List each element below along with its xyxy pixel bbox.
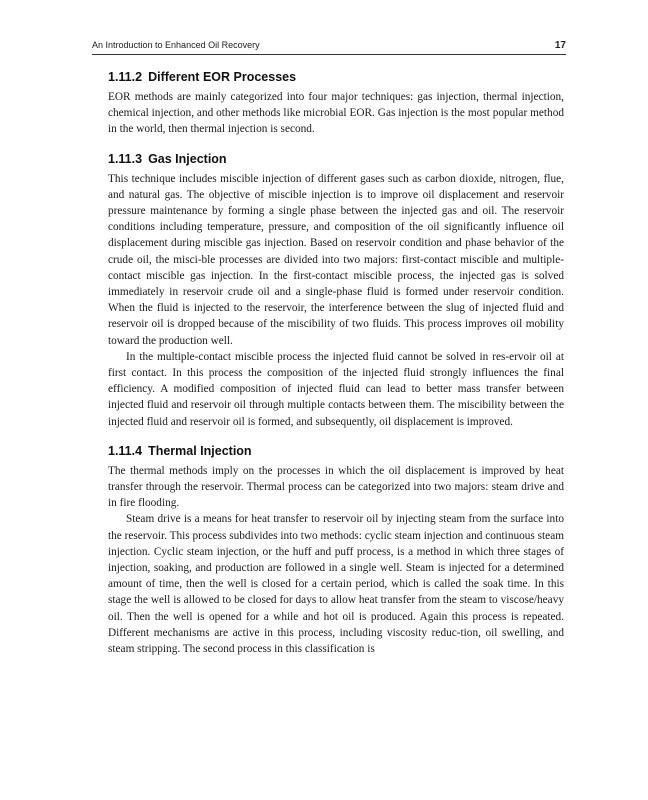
paragraph: In the multiple-contact miscible process the injected fluid cannot be solved in res-ervoir oil at first contact. In this process the composition of the injected fluid strongly influences the final efficiency. A modified composition of injected fluid can lead to better mass transfer between injected fluid and reservoir oil through multiple contacts between them. The miscibility between the injected fluid and reservoir oil is formed, and subsequently, oil displacement is improved. — [108, 350, 564, 428]
paragraph: The thermal methods imply on the processes in which the oil displacement is improved by heat transfer through the reservoir. Thermal process can be categorized into two majors: steam drive and in fire flooding. — [108, 464, 564, 510]
running-title: An Introduction to Enhanced Oil Recovery — [92, 40, 260, 50]
paragraph: Steam drive is a means for heat transfer to reservoir oil by injecting steam from the surface into the reservoir. This process subdivides into two methods: cyclic steam injection and continuous steam injection. Cyclic steam injection, or the huff and puff process, is a method in which three stages of injection, soaking, and production are followed in a single well. Steam is injected for a determined amount of time, then the well is closed for a certain period, which is called the soak time. In this stage the well is allowed to be closed for days to allow heat transfer from the steam to viscose/heavy oil. Then the well is opened for a while and hot oil is produced. Again this process is repeated. Different mechanisms are active in this process, including viscosity reduc-tion, oil swelling, and steam stripping. The second process in this classification is — [108, 513, 564, 656]
header-rule — [92, 54, 566, 55]
body-text — [108, 68, 564, 657]
section-heading-different-eor-processes — [108, 68, 564, 86]
section-number: 1.11.4 — [108, 443, 143, 458]
section-title: Different EOR Processes — [148, 70, 297, 84]
section-heading-thermal-injection — [108, 442, 564, 460]
page-number: 17 — [554, 40, 566, 51]
section-number: 1.11.2 — [108, 70, 143, 84]
section-title: Gas Injection — [148, 151, 227, 166]
paragraph: This technique includes miscible injection of different gases such as carbon dioxide, nitrogen, flue, and natural gas. The objective of miscible injection is to improve oil displacement and reservoir pressure maintenance by forming a single phase between the injected gas and oil. The reservoir conditions including temperature, pressure, and composition of the oil significantly influence oil displacement during miscible gas injection. Based on reservoir condition and phase behavior of the crude oil, the misci-ble processes are divided into two majors: first-contact miscible and multiple-contact miscible gas injection. In the first-contact miscible process, the injected gas is solved immediately in reservoir crude oil and a single-phase fluid is formed under reservoir condition. When the fluid is injected to the reservoir, the interference between the slug of injected fluid and reservoir oil is dropped because of the miscibility of two fluids. This process improves oil mobility toward the production well. — [108, 172, 564, 347]
section-title: Thermal Injection — [148, 443, 252, 458]
section-heading-gas-injection — [108, 150, 564, 168]
paragraph: EOR methods are mainly categorized into four major techniques: gas injection, thermal injection, chemical injection, and other methods like microbial EOR. Gas injection is the most popular method in the world, then thermal injection is second. — [108, 91, 564, 136]
running-header — [92, 40, 566, 54]
section-number: 1.11.3 — [108, 151, 143, 166]
